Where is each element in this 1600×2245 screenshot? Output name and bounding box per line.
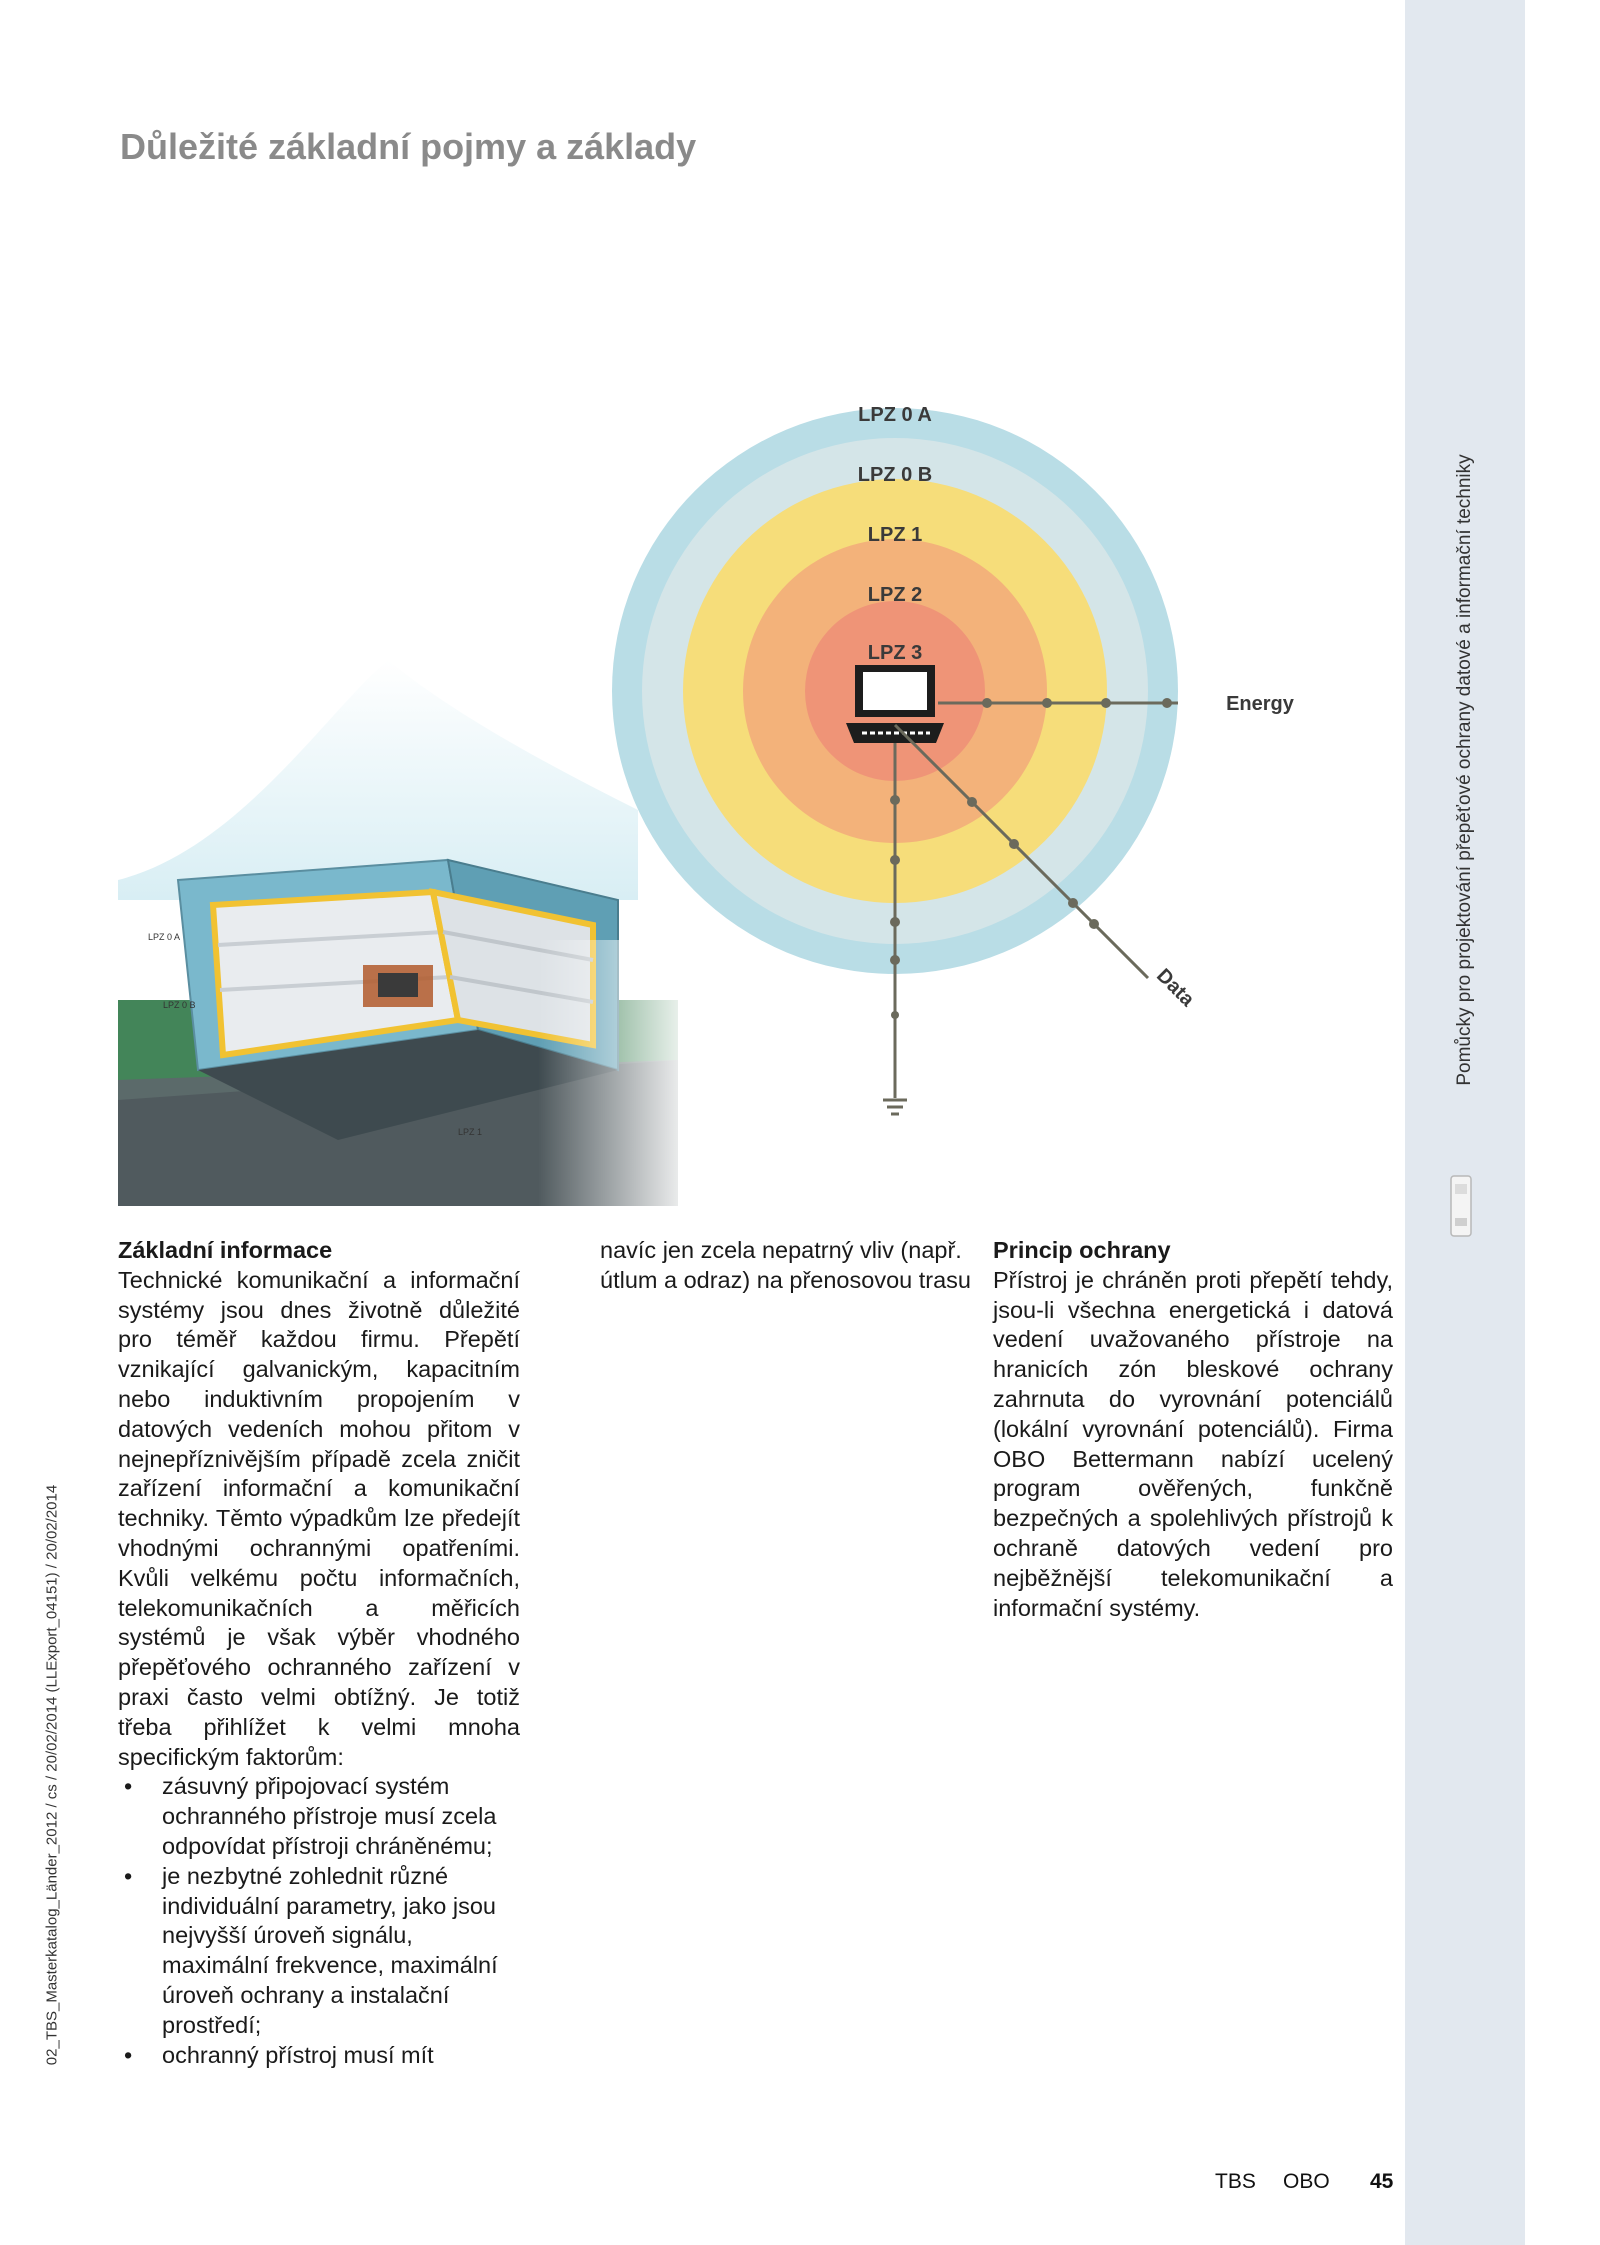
list-item: • ochranný přístroj musí mít: [118, 2041, 520, 2071]
side-section-label: Pomůcky pro projektování přepěťové ochrany datové a informační techniky: [1454, 454, 1475, 1086]
column-basic-info: [118, 1236, 520, 2070]
continuation-text: navíc jen zcela nepatrný vliv (např. útlum a odraz) na přenosovou trasu: [600, 1237, 971, 1293]
list-item: • je nezbytné zohlednit různé individuální parametry, jako jsou nejvyšší úroveň signálu, maximální frekvence, maximální úroveň ochrany a instalační prostředí;: [118, 1862, 520, 2041]
page-title: Důležité základní pojmy a základy: [120, 126, 697, 167]
print-job-code: 02_TBS_Masterkatalog_Länder_2012 / cs / 20/02/2014 (LLExport_04151) / 20/02/2014: [43, 1484, 61, 2066]
zone-label-lpz3: LPZ 3: [867, 642, 923, 664]
column-protection-principle: [993, 1236, 1393, 1623]
zone-label-lpz0a: LPZ 0 A: [858, 404, 932, 426]
lightning-protection-zone-figure: [118, 380, 1398, 1206]
zone-label-lpz1: LPZ 1: [867, 524, 923, 546]
heading-protection-principle: Princip ochrany: [993, 1237, 1171, 1263]
computer-icon: [846, 665, 944, 743]
zone-label-lpz0b: LPZ 0 B: [857, 464, 933, 486]
ground-symbol-icon: [883, 1100, 907, 1114]
svg-text:LPZ 0 B: LPZ 0 B: [163, 1000, 196, 1010]
svg-text:LPZ 1: LPZ 1: [458, 1127, 483, 1137]
protection-principle-paragraph: Přístroj je chráněn proti přepětí tehdy, jsou-li všechna energetická i datová vedení uvažovaného přístroje na hranicích zón bleskové ochrany zahrnuta do vyrovnání potenciálů (lokální vyrovnání potenciálů). Firma OBO Bettermann nabízí ucelený program ověřených, funkčně bezpečných a spolehlivých přístrojů k ochraně datových vedení pro nejběžnější telekomunikační a informační systémy.: [993, 1266, 1393, 1621]
footer-brand-obo: OBO: [1283, 2170, 1330, 2193]
svg-text:LPZ 0 A: LPZ 0 A: [148, 932, 181, 942]
zone-label-lpz2: LPZ 2: [867, 584, 923, 606]
surge-protector-device-icon: [1447, 1172, 1475, 1240]
data-label: Data: [1152, 964, 1199, 1011]
list-item: • zásuvný připojovací systém ochranného přístroje musí zcela odpovídat přístroji chráněnému;: [118, 1772, 520, 1861]
factor-list: [118, 1772, 520, 2070]
column-continuation: [600, 1236, 1002, 1296]
basic-info-paragraph: Technické komunikační a informační systémy jsou dnes životně důležité pro téměř každou firmu. Přepětí vznikající galvanickým, kapacitním nebo induktivním propojením v datových vedeních mohou přitom v nejnepříznivějším případě zcela zničit zařízení informační a komunikační techniky. Těmto výpadkům lze předejít vhodnými ochrannými opatřeními. Kvůli velkému počtu informačních, telekomunikačních a měřicích systémů je však výběr vhodného přepěťového ochranného zařízení v praxi často velmi obtížný. Je totiž třeba přihlížet k velmi mnoha specifickým faktorům:: [118, 1266, 520, 1770]
page-number: 45: [1370, 2170, 1394, 2193]
energy-label: Energy: [1226, 693, 1294, 715]
heading-basic-info: Základní informace: [118, 1237, 333, 1263]
footer-brand-tbs: TBS: [1215, 2170, 1256, 2193]
